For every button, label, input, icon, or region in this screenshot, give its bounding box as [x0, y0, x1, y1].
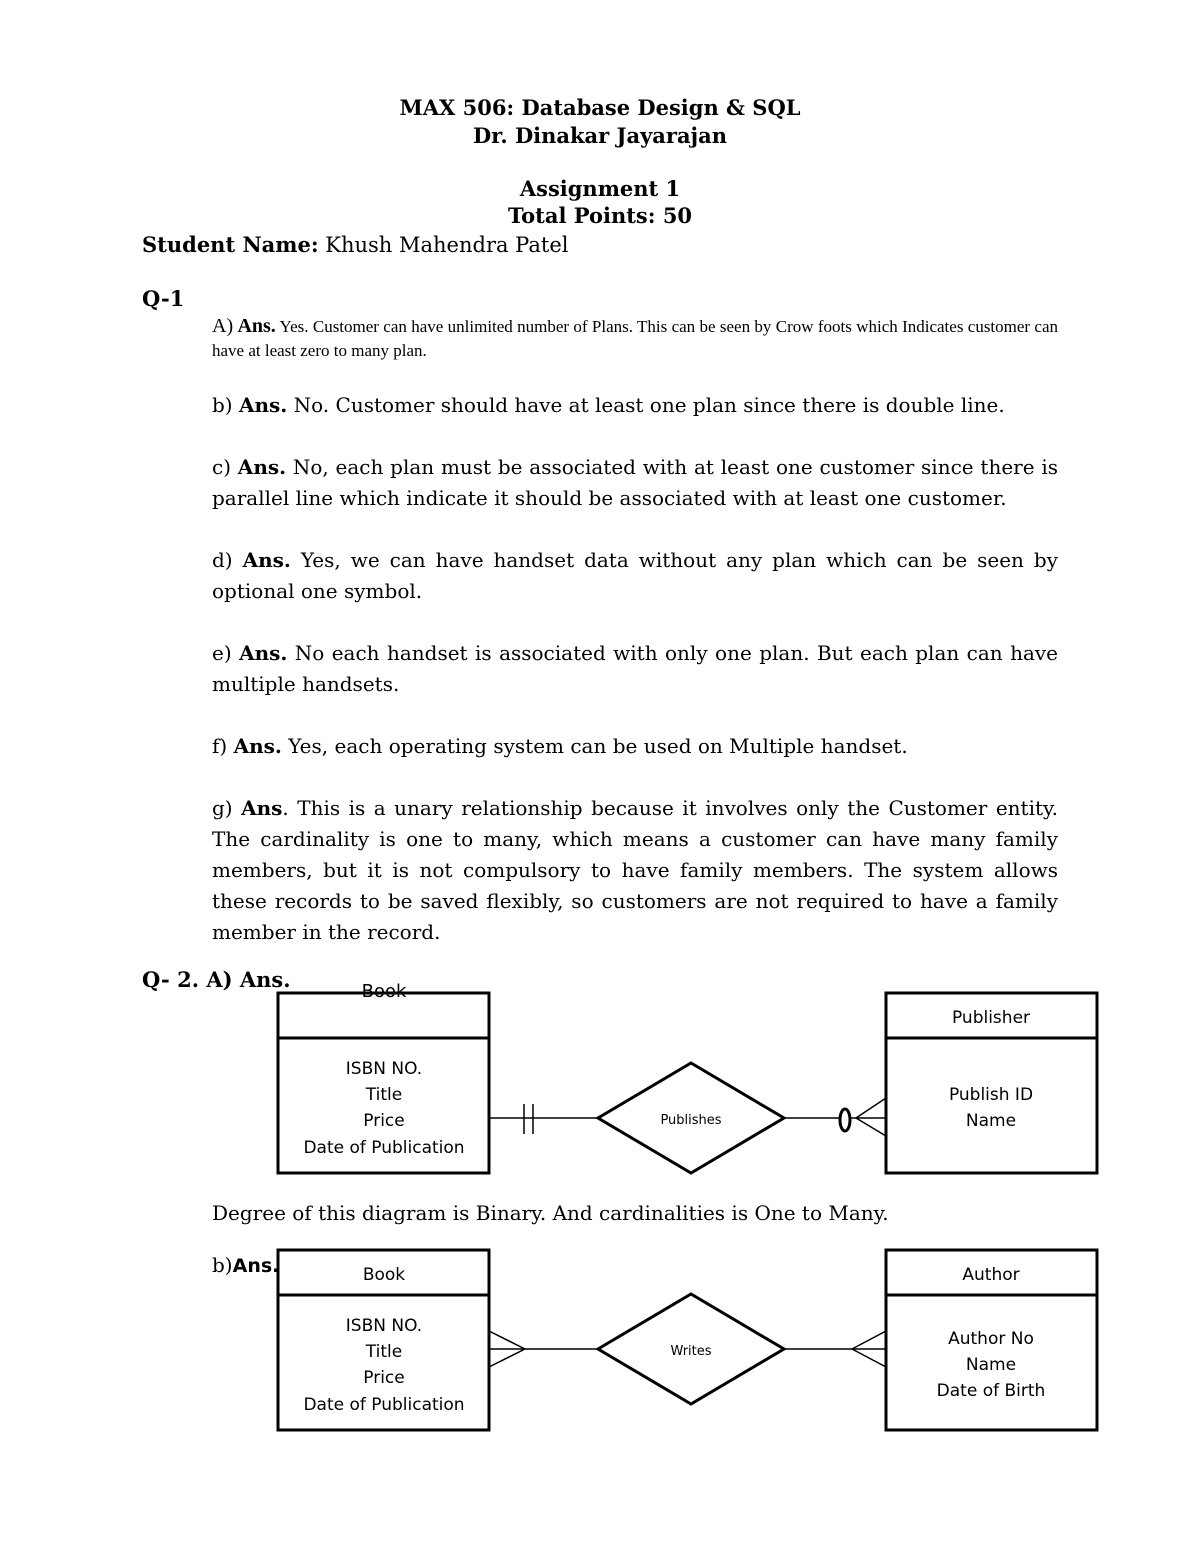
- answer-text: . This is a unary relationship because it involves only the Customer entity. The cardinality is one to many, which means a customer can have many family members, but it is not compulsory to have family members. The system allows these records to be saved flexibly, so customers are not required to have a family member in the record.: [212, 796, 1059, 944]
- relationship-label: Publishes: [660, 1113, 722, 1128]
- entity-attribute: Price: [363, 1111, 405, 1131]
- entity-title: Book: [361, 981, 407, 1002]
- answer-label: Ans.: [233, 734, 282, 758]
- entity-book-a: [278, 981, 489, 1173]
- q2-heading: Q- 2. A) Ans.: [142, 967, 291, 992]
- total-points: Total Points: 50: [507, 203, 693, 228]
- entity-book-b: [278, 1250, 489, 1430]
- crows-foot: [489, 1331, 525, 1349]
- answer-prefix: b): [212, 1253, 233, 1277]
- entity-title: Author: [962, 1265, 1020, 1285]
- entity-title: Book: [362, 1265, 406, 1285]
- relationship-writes: [598, 1294, 784, 1404]
- student-name-label: Student Name:: [142, 232, 319, 257]
- entity-attribute: Title: [365, 1342, 403, 1362]
- entity-attribute: ISBN NO.: [345, 1059, 423, 1079]
- crows-foot: [856, 1098, 886, 1118]
- connector-right-b: [784, 1331, 886, 1367]
- answer-label: Ans.: [239, 641, 288, 665]
- student-name: Khush Mahendra Patel: [325, 233, 569, 257]
- entity-attribute: Date of Publication: [303, 1395, 465, 1415]
- answer-text: No each handset is associated with only one plan. But each plan can have multiple handsets.: [212, 641, 1059, 696]
- answer-label: Ans.: [237, 315, 276, 337]
- answer-prefix: f): [212, 734, 228, 758]
- entity-attribute: Price: [363, 1368, 405, 1388]
- answer-text: No. Customer should have at least one plan since there is double line.: [293, 393, 1005, 417]
- answer-label: Ans.: [242, 548, 291, 572]
- connector-left-b: [489, 1331, 598, 1367]
- diagram-b: [278, 1250, 1097, 1430]
- entity-author: [886, 1250, 1097, 1430]
- connector-left-a: [489, 1104, 598, 1134]
- relationship-label: Writes: [670, 1344, 712, 1359]
- answer-label: Ans: [241, 796, 283, 820]
- diagram-a-caption: Degree of this diagram is Binary. And cardinalities is One to Many.: [212, 1201, 889, 1225]
- answer-prefix: c): [212, 455, 232, 479]
- diagram-a: [278, 981, 1097, 1173]
- entity-publisher: [886, 993, 1097, 1173]
- optional-circle: [840, 1109, 850, 1131]
- answer-prefix: e): [212, 641, 232, 665]
- relationship-publishes: [598, 1063, 784, 1173]
- answer-label: Ans.: [237, 455, 287, 479]
- assignment-title: Assignment 1: [519, 176, 681, 201]
- entity-attribute: Date of Publication: [303, 1138, 465, 1158]
- connector-right-a: [784, 1098, 886, 1136]
- crows-foot: [852, 1331, 886, 1349]
- entity-attribute: ISBN NO.: [345, 1316, 423, 1336]
- answer-text: No, each plan must be associated with at least one customer since there is parallel line which indicate it should be associated with at least one customer.: [212, 455, 1058, 510]
- instructor-name: Dr. Dinakar Jayarajan: [472, 123, 728, 148]
- entity-attribute: Author No: [948, 1329, 1034, 1349]
- entity-attribute: Publish ID: [948, 1085, 1034, 1105]
- entity-title: Publisher: [951, 1008, 1031, 1028]
- entity-attribute: Name: [965, 1111, 1017, 1131]
- answer-prefix: A): [212, 315, 234, 337]
- answer-prefix: b): [212, 393, 233, 417]
- answer-prefix: d): [212, 548, 233, 572]
- q1-heading: Q-1: [142, 286, 185, 311]
- answer-text: Yes. Customer can have unlimited number of Plans. This can be seen by Crow foots which Indicates customer can have at least zero to many plan.: [212, 317, 1059, 360]
- answer-label: Ans.: [232, 1255, 280, 1277]
- course-title: MAX 506: Database Design & SQL: [399, 95, 801, 120]
- q2-b-heading: [212, 1253, 279, 1277]
- answer-label: Ans.: [238, 393, 288, 417]
- answer-prefix: g): [212, 796, 233, 820]
- entity-attribute: Name: [965, 1355, 1017, 1375]
- answer-text: Yes, we can have handset data without any plan which can be seen by optional one symbol.: [212, 548, 1059, 603]
- entity-attribute: Title: [365, 1085, 403, 1105]
- answer-text: Yes, each operating system can be used on Multiple handset.: [288, 734, 908, 758]
- entity-attribute: Date of Birth: [936, 1381, 1046, 1401]
